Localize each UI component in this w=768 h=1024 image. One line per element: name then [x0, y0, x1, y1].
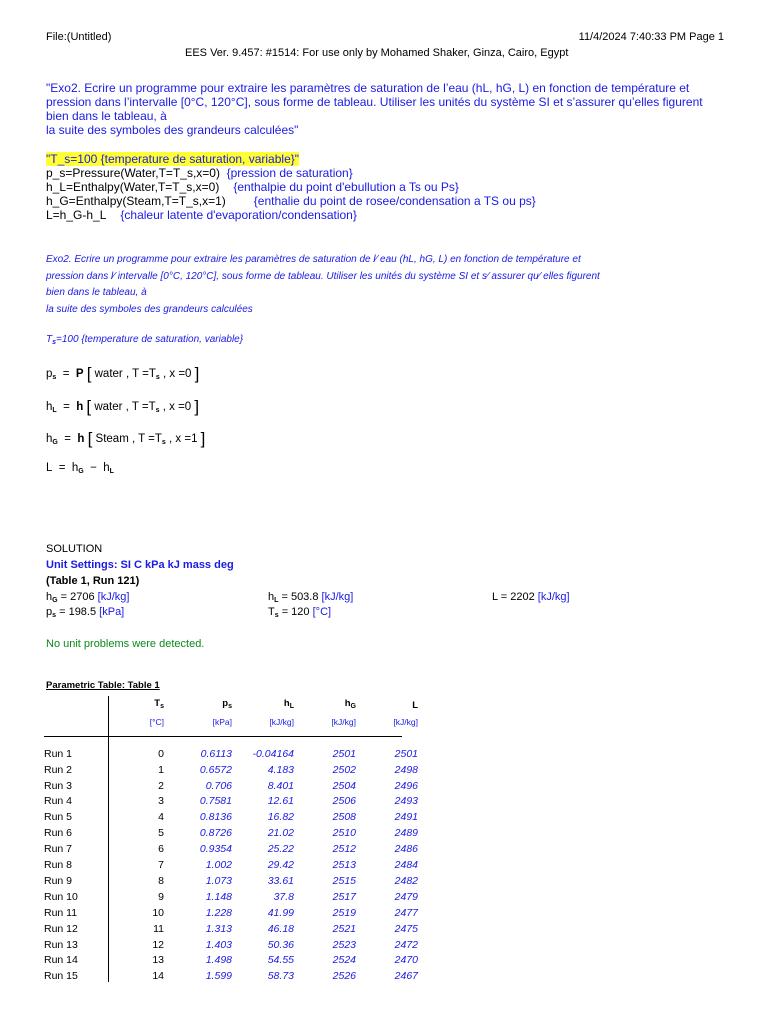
- row-l: 2467: [394, 970, 418, 983]
- eq-ps: $p_s = P$ [ water , $T =T_s$ , x =0 ]: [46, 364, 200, 383]
- header-blank: [44, 696, 108, 715]
- row-run-label: Run 9: [44, 874, 73, 887]
- row-run-label: Run 7: [44, 843, 73, 856]
- row-ts: 1: [158, 763, 164, 776]
- unit-l: [kJ/kg]: [393, 716, 418, 727]
- formatted-comment-line: pression dans l⁄ intervalle [0°C, 120°C], sous forme de tableau. Utiliser les unités du système SI et s⁄ assurer qu⁄ elles figurent: [46, 270, 600, 282]
- code-l-comment: {chaleur latente d'evaporation/condensation}: [120, 208, 357, 222]
- table-row: [44, 779, 418, 795]
- row-hg: 2519: [332, 906, 356, 919]
- row-ts: 7: [158, 859, 164, 872]
- row-hg: 2502: [332, 763, 356, 776]
- row-l: 2496: [394, 779, 418, 792]
- table-header-row: [44, 696, 418, 715]
- table-row: [44, 826, 418, 842]
- row-hg: 2521: [332, 922, 356, 935]
- print-timestamp: 11/4/2024 7:40:33 PM Page 1: [578, 31, 724, 43]
- eq-l: $L = h_G - h_L$: [46, 462, 114, 475]
- parametric-table-title: Parametric Table: Table 1: [46, 680, 160, 691]
- eq-ps-args: water , T =T: [94, 368, 156, 380]
- row-l: 2472: [394, 938, 418, 951]
- row-run-label: Run 8: [44, 859, 73, 872]
- row-l: 2484: [394, 859, 418, 872]
- table-row: [44, 969, 418, 985]
- col-header-ts: $T_s$: [154, 698, 164, 710]
- table-row: [44, 922, 418, 938]
- row-ps: 1.498: [205, 954, 232, 967]
- equations-code: [46, 152, 536, 222]
- row-l: 2470: [394, 954, 418, 967]
- row-hl: 33.61: [267, 874, 294, 887]
- row-ps: 0.6113: [200, 747, 232, 760]
- row-ts: 10: [152, 906, 164, 919]
- row-ps: 1.403: [205, 938, 232, 951]
- row-hg: 2512: [332, 843, 356, 856]
- row-run-label: Run 5: [44, 811, 73, 824]
- row-run-label: Run 10: [44, 890, 78, 903]
- row-hl: 58.73: [267, 970, 294, 983]
- row-run-label: Run 11: [44, 906, 78, 919]
- row-ps: 0.6572: [199, 763, 232, 776]
- row-l: 2501: [394, 747, 418, 760]
- unit-settings: Unit Settings: SI C kPa kJ mass deg: [46, 559, 234, 571]
- row-ps: 1.313: [205, 922, 232, 935]
- row-run-label: Run 13: [44, 938, 78, 951]
- row-hl: -0.04164: [252, 747, 294, 760]
- row-hg: 2524: [332, 954, 356, 967]
- row-run-label: Run 14: [44, 954, 78, 967]
- row-l: 2482: [394, 874, 418, 887]
- row-l: 2493: [394, 795, 418, 808]
- table-units-row: [44, 715, 418, 731]
- row-run-label: Run 6: [44, 827, 73, 840]
- row-l: 2498: [394, 763, 418, 776]
- col-header-ps: $p_s$: [222, 698, 232, 710]
- row-hl: 46.18: [267, 922, 294, 935]
- ees-version-line: EES Ver. 9.457: #1514: For use only by Mohamed Shaker, Ginza, Cairo, Egypt: [185, 47, 569, 59]
- row-hl: 21.02: [267, 827, 294, 840]
- row-run-label: Run 4: [44, 795, 73, 808]
- table-row: [44, 794, 418, 810]
- row-ts: 8: [158, 874, 164, 887]
- row-ts: 2: [158, 779, 164, 792]
- row-ts: 4: [158, 811, 164, 824]
- table-row: [44, 763, 418, 779]
- row-hl: 16.82: [267, 811, 294, 824]
- row-ts: 9: [158, 890, 164, 903]
- result-hg-unit: [kJ/kg]: [97, 591, 130, 603]
- row-l: 2475: [394, 922, 418, 935]
- result-ts-value: = 120: [281, 606, 310, 618]
- row-run-label: Run 1: [44, 747, 73, 760]
- eq-hg-args: Steam , T =T: [95, 433, 162, 445]
- comment-line: la suite des symboles des grandeurs calculées": [46, 123, 299, 137]
- row-hg: 2523: [332, 938, 356, 951]
- row-run-label: Run 12: [44, 922, 78, 935]
- row-ts: 14: [152, 970, 164, 983]
- row-ps: 0.7581: [199, 795, 232, 808]
- col-header-hg: $h_G$: [344, 698, 356, 710]
- row-hg: 2513: [332, 859, 356, 872]
- unit-ts: [°C]: [149, 716, 164, 727]
- code-hg: h_G=Enthalpy(Steam,T=T_s,x=1): [46, 194, 226, 208]
- col-header-l: L: [412, 699, 418, 711]
- table-row: [44, 938, 418, 954]
- table-row: [44, 842, 418, 858]
- result-ps: $p_s = 198.5$ [kPa]: [46, 606, 125, 619]
- formatted-comment-line: Exo2. Ecrire un programme pour extraire les paramètres de saturation de l⁄ eau (hL, hG, L) en fonction de température et: [46, 254, 581, 265]
- unit-check-message: No unit problems were detected.: [46, 638, 205, 650]
- row-ts: 3: [158, 795, 164, 808]
- result-l-unit: [kJ/kg]: [537, 591, 570, 603]
- row-run-label: Run 2: [44, 763, 73, 776]
- row-ps: 0.8726: [199, 827, 232, 840]
- row-hl: 8.401: [267, 779, 294, 792]
- row-ts: 11: [153, 922, 164, 935]
- comment-block: [46, 81, 703, 137]
- result-l: L = 2202 [kJ/kg]: [492, 591, 570, 603]
- row-hg: 2501: [332, 747, 356, 760]
- row-ps: 1.002: [205, 859, 232, 872]
- col-header-hl: $h_L$: [283, 698, 294, 710]
- formatted-comment-line: bien dans le tableau, à: [46, 287, 147, 298]
- row-hl: 4.183: [267, 763, 294, 776]
- code-hl-comment: {enthalpie du point d'ebullution a Ts ou Ps}: [233, 180, 459, 194]
- eq-hl-tail: , x =0: [162, 401, 192, 413]
- code-ps: p_s=Pressure(Water,T=T_s,x=0): [46, 166, 220, 180]
- result-hl-value: = 503.8: [281, 591, 319, 603]
- unit-ps: [kPa]: [212, 716, 232, 727]
- row-ps: 1.599: [205, 970, 232, 983]
- table-row: [44, 747, 418, 763]
- table-row: [44, 874, 418, 890]
- row-ts: 5: [158, 827, 164, 840]
- row-ts: 12: [152, 938, 164, 951]
- result-hg: $h_G = 2706$ [kJ/kg]: [46, 591, 130, 604]
- parametric-table: [44, 696, 418, 985]
- row-hg: 2510: [332, 827, 356, 840]
- table-row: [44, 810, 418, 826]
- row-hl: 37.8: [273, 890, 294, 903]
- code-hg-comment: {enthalie du point de rosee/condensation a TS ou ps}: [253, 194, 536, 208]
- row-ts: 0: [158, 747, 164, 760]
- row-ps: 1.228: [205, 906, 232, 919]
- row-ps: 0.706: [205, 779, 232, 792]
- result-ps-value: = 198.5: [59, 606, 97, 618]
- table-row: [44, 906, 418, 922]
- eq-hl: $h_L = h$ [ water , $T =T_s$ , x =0 ]: [46, 397, 200, 416]
- row-l: 2479: [394, 890, 418, 903]
- row-hl: 12.61: [267, 795, 294, 808]
- row-hg: 2515: [332, 874, 356, 887]
- table-reference: (Table 1, Run 121): [46, 575, 140, 587]
- table-row: [44, 890, 418, 906]
- row-l: 2486: [394, 843, 418, 856]
- table-row: [44, 953, 418, 969]
- row-hg: 2508: [332, 811, 356, 824]
- result-hg-value: = 2706: [60, 591, 95, 603]
- ts-line-text: =100 {temperature de saturation, variable}: [56, 334, 244, 345]
- row-ps: 1.148: [205, 890, 232, 903]
- row-hl: 54.55: [267, 954, 294, 967]
- table-row: [44, 858, 418, 874]
- eq-hg-tail: , x =1: [169, 433, 198, 445]
- row-hg: 2506: [332, 795, 356, 808]
- row-ps: 0.9354: [199, 843, 232, 856]
- row-l: 2491: [394, 811, 418, 824]
- row-hl: 41.99: [267, 906, 294, 919]
- row-ps: 0.8136: [199, 811, 232, 824]
- units-blank: [44, 715, 108, 731]
- code-ps-comment: {pression de saturation}: [226, 166, 353, 180]
- eq-hg: $h_G = h$ [ Steam , $T =T_s$ , x =1 ]: [46, 429, 206, 448]
- comment-line: "Exo2. Ecrire un programme pour extraire les paramètres de saturation de l’eau (hL, hG, L) en fonction de température et: [46, 81, 690, 95]
- result-ps-unit: [kPa]: [99, 606, 125, 618]
- row-ts: 13: [152, 954, 164, 967]
- row-run-label: Run 15: [44, 970, 78, 983]
- row-hg: 2517: [332, 890, 356, 903]
- file-name: File:(Untitled): [46, 31, 112, 43]
- table-spacer: [44, 731, 418, 747]
- row-ps: 1.073: [205, 874, 232, 887]
- code-l: L=h_G-h_L: [46, 208, 107, 222]
- comment-line: pression dans l’intervalle [0°C, 120°C], sous forme de tableau. Utiliser les unités du système SI et s’assurer qu’elles figurent: [46, 95, 703, 109]
- row-hl: 25.22: [267, 843, 294, 856]
- ts-comment-highlighted: "T_s=100 {temperature de saturation, variable}": [46, 152, 300, 166]
- row-hl: 50.36: [267, 938, 294, 951]
- row-hl: 29.42: [267, 859, 294, 872]
- unit-hg: [kJ/kg]: [331, 716, 356, 727]
- eq-hl-args: water , T =T: [94, 401, 156, 413]
- row-l: 2489: [394, 827, 418, 840]
- row-hg: 2526: [332, 970, 356, 983]
- formatted-comment-line: la suite des symboles des grandeurs calculées: [46, 303, 253, 315]
- formatted-comment: [46, 252, 600, 318]
- row-ts: 6: [158, 843, 164, 856]
- result-hl-unit: [kJ/kg]: [321, 591, 354, 603]
- result-l-value: = 2202: [500, 591, 535, 603]
- table-body: [44, 747, 418, 986]
- result-ts: $T_s = 120$ [°C]: [268, 606, 332, 619]
- row-hg: 2504: [332, 779, 356, 792]
- comment-line: bien dans le tableau, à: [46, 109, 167, 123]
- code-hl: h_L=Enthalpy(Water,T=T_s,x=0): [46, 180, 220, 194]
- eq-ps-tail: , x =0: [163, 368, 192, 380]
- row-run-label: Run 3: [44, 779, 73, 792]
- row-l: 2477: [394, 906, 418, 919]
- result-hl: $h_L = 503.8$ [kJ/kg]: [268, 591, 354, 604]
- solution-title: SOLUTION: [46, 543, 103, 555]
- unit-hl: [kJ/kg]: [269, 716, 294, 727]
- result-ts-unit: [°C]: [312, 606, 332, 618]
- formatted-ts-line: $T_s=100$ {temperature de saturation, variable}: [46, 334, 244, 346]
